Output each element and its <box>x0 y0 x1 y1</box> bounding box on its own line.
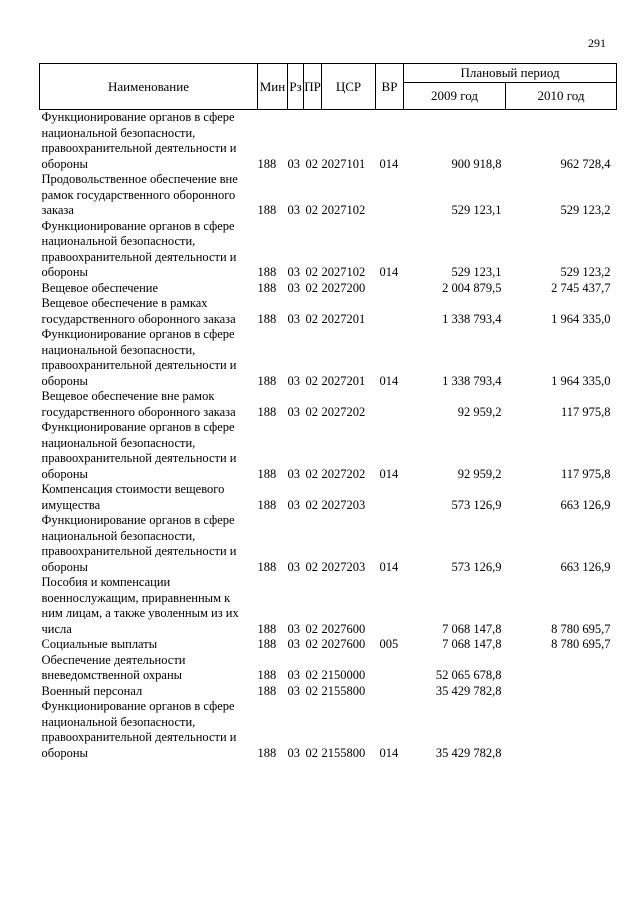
row-pr: 02 <box>305 373 318 388</box>
table-row <box>40 327 617 389</box>
table-row <box>40 281 617 297</box>
row-amount-2010: 962 728,4 <box>560 156 611 171</box>
header-pr: ПР <box>304 64 322 110</box>
row-csr: 2027600 <box>321 637 366 651</box>
header-min: Мин <box>258 64 288 110</box>
row-pr: 02 <box>305 637 318 651</box>
row-min: 188 <box>257 683 277 698</box>
row-rz: 03 <box>287 668 300 682</box>
row-amount-2010 <box>506 684 617 700</box>
row-pr: 02 <box>305 404 318 419</box>
row-rz: 03 <box>287 373 300 388</box>
row-pr: 02 <box>305 311 318 326</box>
header-csr: ЦСР <box>322 64 376 110</box>
header-vr: ВР <box>376 64 404 110</box>
row-vr: 005 <box>379 637 399 651</box>
row-vr <box>376 281 404 297</box>
row-name: Функционирование органов в сфере национальной безопасности, правоохранительной деятельности и обороны <box>41 110 237 171</box>
table-row <box>40 699 617 761</box>
row-amount-2010: 529 123,2 <box>560 203 611 217</box>
table-row <box>40 653 617 684</box>
row-csr: 2027200 <box>321 280 366 295</box>
row-name: Компенсация стоимости вещевого имущества <box>41 482 225 512</box>
row-min: 188 <box>257 280 277 295</box>
row-amount-2009: 7 068 147,8 <box>442 621 502 636</box>
row-amount-2009: 92 959,2 <box>457 466 502 481</box>
row-rz: 03 <box>287 683 300 698</box>
row-name: Вещевое обеспечение <box>41 280 158 295</box>
row-rz: 03 <box>287 265 300 279</box>
row-pr: 02 <box>305 156 318 171</box>
header-year-2010: 2010 год <box>506 83 617 110</box>
row-amount-2009: 92 959,2 <box>457 404 502 419</box>
row-rz: 03 <box>287 203 300 217</box>
row-pr: 02 <box>305 466 318 481</box>
table-row <box>40 172 617 219</box>
row-rz: 03 <box>287 280 300 295</box>
row-rz: 03 <box>287 311 300 326</box>
table-body <box>40 110 617 762</box>
row-amount-2009: 2 004 879,5 <box>442 280 502 295</box>
row-rz: 03 <box>287 745 300 760</box>
row-vr: 014 <box>379 156 399 171</box>
table-row <box>40 575 617 637</box>
row-pr: 02 <box>305 497 318 512</box>
row-amount-2010: 663 126,9 <box>560 497 611 512</box>
row-csr: 2027600 <box>321 621 366 636</box>
row-csr: 2027102 <box>321 203 366 217</box>
row-vr <box>376 653 404 684</box>
row-amount-2010 <box>506 653 617 684</box>
row-name: Военный персонал <box>41 683 143 698</box>
row-min: 188 <box>257 156 277 171</box>
row-min: 188 <box>257 637 277 651</box>
row-pr: 02 <box>305 559 318 574</box>
row-min: 188 <box>257 745 277 760</box>
row-amount-2010: 663 126,9 <box>560 559 611 574</box>
header-name: Наименование <box>40 64 258 110</box>
row-min: 188 <box>257 311 277 326</box>
row-pr: 02 <box>305 745 318 760</box>
row-csr: 2150000 <box>321 668 366 682</box>
row-min: 188 <box>257 559 277 574</box>
row-min: 188 <box>257 404 277 419</box>
row-pr: 02 <box>305 280 318 295</box>
row-vr: 014 <box>379 466 399 481</box>
row-amount-2009: 35 429 782,8 <box>435 745 502 760</box>
row-csr: 2027203 <box>321 559 366 574</box>
row-min: 188 <box>257 668 277 682</box>
row-amount-2009: 529 123,1 <box>451 265 502 279</box>
row-name: Обеспечение деятельности вневедомственной охраны <box>41 652 186 682</box>
row-name: Функционирование органов в сфере национальной безопасности, правоохранительной деятельности и обороны <box>41 327 237 388</box>
row-min: 188 <box>257 265 277 279</box>
row-csr: 2027201 <box>321 311 366 326</box>
row-name: Продовольственное обеспечение вне рамок государственного оборонного заказа <box>41 172 238 217</box>
row-amount-2010: 1 964 335,0 <box>551 373 611 388</box>
row-pr: 02 <box>305 668 318 682</box>
row-vr <box>376 684 404 700</box>
table-row <box>40 420 617 482</box>
table-row <box>40 389 617 420</box>
row-rz: 03 <box>287 637 300 651</box>
row-pr: 02 <box>305 683 318 698</box>
row-min: 188 <box>257 203 277 217</box>
row-csr: 2027202 <box>321 466 366 481</box>
row-vr <box>376 296 404 327</box>
row-amount-2009: 1 338 793,4 <box>442 373 502 388</box>
row-name: Функционирование органов в сфере национальной безопасности, правоохранительной деятельности и обороны <box>41 420 237 481</box>
row-name: Функционирование органов в сфере национальной безопасности, правоохранительной деятельности и обороны <box>41 699 237 760</box>
row-csr: 2027202 <box>321 404 366 419</box>
row-csr: 2027203 <box>321 497 366 512</box>
table-row <box>40 296 617 327</box>
row-name: Пособия и компенсации военнослужащим, приравненным к ним лицам, а также уволенным из их числа <box>41 575 239 636</box>
row-amount-2010: 8 780 695,7 <box>551 621 611 636</box>
row-rz: 03 <box>287 559 300 574</box>
row-amount-2010: 529 123,2 <box>560 265 611 279</box>
row-rz: 03 <box>287 156 300 171</box>
row-min: 188 <box>257 621 277 636</box>
table-row <box>40 684 617 700</box>
row-rz: 03 <box>287 621 300 636</box>
row-amount-2009: 52 065 678,8 <box>435 668 502 682</box>
row-csr: 2155800 <box>321 683 366 698</box>
row-amount-2009: 573 126,9 <box>451 559 502 574</box>
page-number: 291 <box>588 36 606 50</box>
row-amount-2010 <box>506 699 617 761</box>
row-amount-2010: 117 975,8 <box>560 466 611 481</box>
table-row <box>40 482 617 513</box>
row-amount-2009: 7 068 147,8 <box>442 637 502 651</box>
row-amount-2010: 117 975,8 <box>560 404 611 419</box>
header-rz: Рз <box>288 64 304 110</box>
table-row <box>40 110 617 173</box>
row-name: Функционирование органов в сфере национальной безопасности, правоохранительной деятельности и обороны <box>41 513 237 574</box>
row-pr: 02 <box>305 621 318 636</box>
table-row <box>40 219 617 281</box>
row-csr: 2155800 <box>321 745 366 760</box>
table-header <box>40 64 617 110</box>
row-csr: 2027102 <box>321 265 366 279</box>
header-planned-period: Плановый период <box>404 64 617 83</box>
row-csr: 2027101 <box>321 156 366 171</box>
row-vr: 014 <box>379 265 399 279</box>
row-name: Вещевое обеспечение вне рамок государственного оборонного заказа <box>41 389 236 419</box>
row-vr <box>376 575 404 637</box>
row-amount-2009: 573 126,9 <box>451 497 502 512</box>
row-min: 188 <box>257 466 277 481</box>
budget-table <box>39 63 617 761</box>
row-amount-2009: 1 338 793,4 <box>442 311 502 326</box>
row-min: 188 <box>257 373 277 388</box>
row-vr <box>376 172 404 219</box>
row-amount-2010: 2 745 437,7 <box>551 280 611 295</box>
table-row <box>40 637 617 653</box>
row-min: 188 <box>257 497 277 512</box>
row-amount-2010: 1 964 335,0 <box>551 311 611 326</box>
row-name: Социальные выплаты <box>41 637 158 651</box>
row-amount-2009: 529 123,1 <box>451 203 502 217</box>
row-pr: 02 <box>305 265 318 279</box>
row-amount-2009: 35 429 782,8 <box>435 683 502 698</box>
row-vr: 014 <box>379 745 399 760</box>
row-rz: 03 <box>287 497 300 512</box>
row-vr: 014 <box>379 373 399 388</box>
row-amount-2009: 900 918,8 <box>451 156 502 171</box>
row-vr <box>376 482 404 513</box>
row-amount-2010: 8 780 695,7 <box>551 637 611 651</box>
row-vr: 014 <box>379 559 399 574</box>
row-csr: 2027201 <box>321 373 366 388</box>
header-year-2009: 2009 год <box>404 83 506 110</box>
row-name: Вещевое обеспечение в рамках государственного оборонного заказа <box>41 296 236 326</box>
row-rz: 03 <box>287 466 300 481</box>
row-pr: 02 <box>305 203 318 217</box>
table-row <box>40 513 617 575</box>
row-vr <box>376 389 404 420</box>
row-name: Функционирование органов в сфере национальной безопасности, правоохранительной деятельности и обороны <box>41 218 237 279</box>
row-rz: 03 <box>287 404 300 419</box>
